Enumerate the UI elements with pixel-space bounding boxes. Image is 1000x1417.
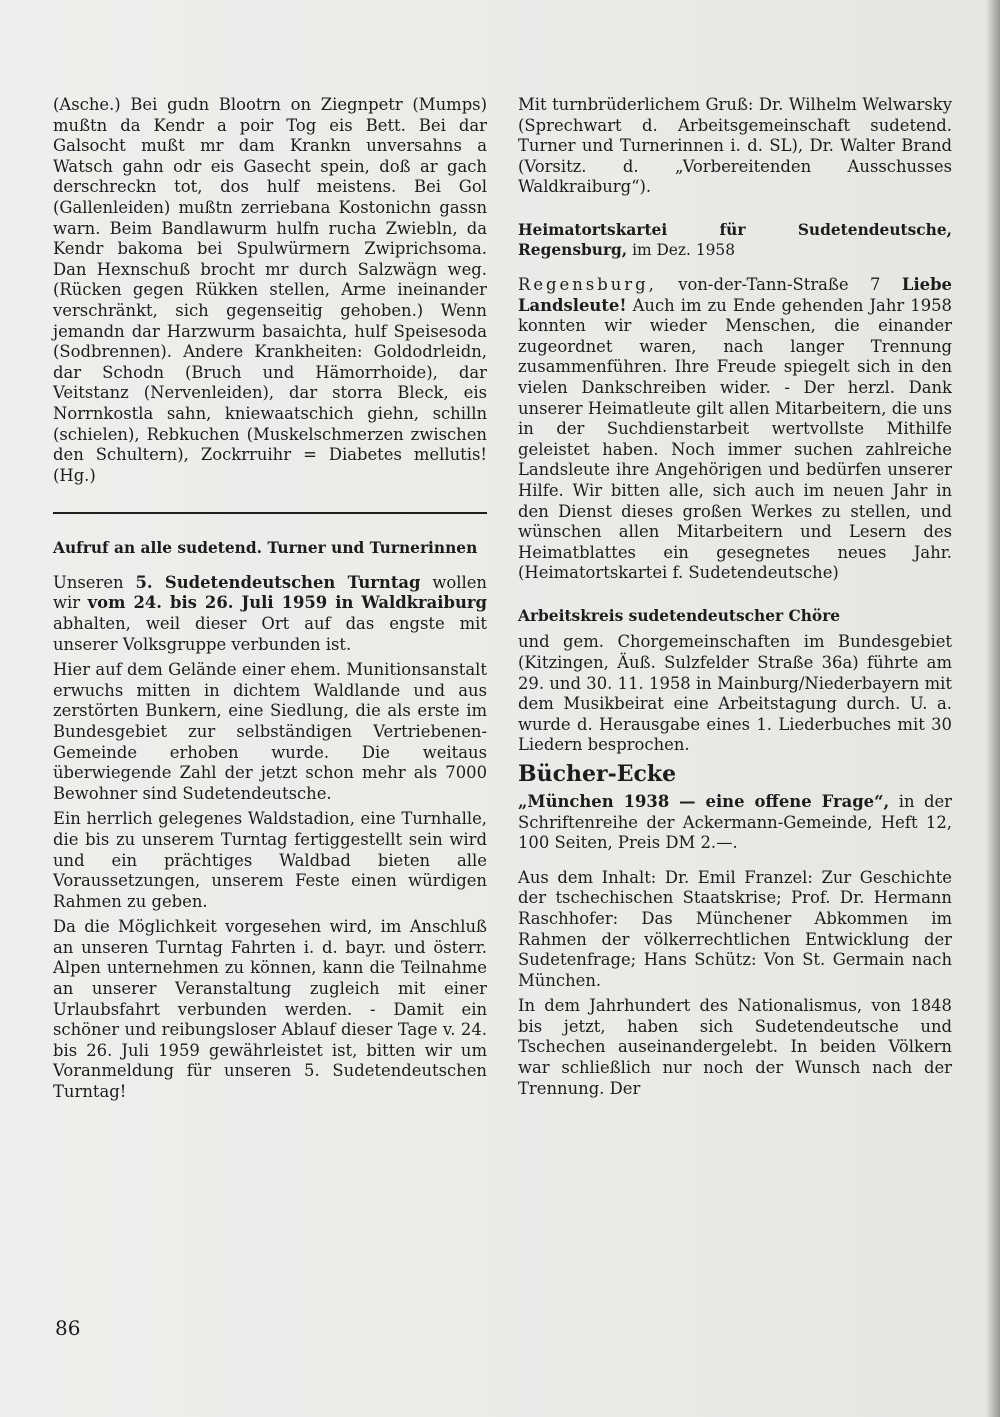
binding-shadow	[986, 0, 1000, 1417]
section-divider	[53, 512, 487, 514]
choere-paragraph: und gem. Chorgemeinschaften im Bundesgebiet (Kitzingen, Äuß. Sulzfelder Straße 36a) führte am 29. und 30. 11. 1958 in Mainburg/Niederbayern mit dem Musikbeirat eine Arbeitstagung durch. U. a. wurde d. Herausgabe eines 1. Liederbuches mit 30 Liedern besprochen.	[518, 632, 952, 755]
right-column	[518, 95, 952, 1104]
buecher-ecke-heading: Bücher-Ecke	[518, 760, 677, 787]
choere-heading: Arbeitskreis sudetendeutscher Chöre	[518, 606, 841, 625]
turner-paragraph-4: Da die Möglichkeit vorgesehen wird, im Anschluß an unseren Turntag Fahrten i. d. bayr. und österr. Alpen unternehmen zu können, kann die Teilnahme an unserer Veranstaltung zugleich mit einer Urlaubsfahrt verbunden werden. - Damit ein schöner und reibungsloser Ablauf dieser Tage v. 24. bis 26. Juli 1959 gewährleistet ist, bitten wir um Voranmeldung für unseren 5. Sudetendeutschen Turntag!	[53, 917, 487, 1102]
turner-paragraph-1: Unseren 5. Sudetendeutschen Turntag wollen wir vom 24. bis 26. Juli 1959 in Waldkraiburg abhalten, weil dieser Ort auf das engste mit unserer Volksgruppe verbunden ist.	[53, 572, 487, 654]
kartei-paragraph: Regensburg, von-der-Tann-Straße 7 Liebe Landsleute! Auch im zu Ende gehenden Jahr 1958 konnten wir wieder Menschen, die einander zugeordnet waren, nach langer Trennung zusammenführen. Ihre Freude spiegelt sich in den vielen Dankschreiben wider. - Der herzl. Dank unserer Heimatleute gilt allen Mitarbeitern, die uns in der Suchdienstarbeit wertvollste Mithilfe geleistet haben. Noch immer suchen zahlreiche Landsleute ihre Angehörigen und bedürfen unserer Hilfe. Wir bitten alle, sich auch im neuen Jahr in den Dienst dieses großen Werkes zu stellen, und wünschen allen Mitarbeitern und Lesern des Heimatblattes ein gesegnetes neues Jahr. (Heimatortskartei f. Sudetendeutsche)	[518, 274, 952, 583]
book-paragraph-2: In dem Jahrhundert des Nationalismus, von 1848 bis jetzt, haben sich Sudetendeutsche und Tschechen auseinandergelebt. In beiden Völkern war schließlich nur noch der Wunsch nach der Trennung. Der	[518, 996, 952, 1098]
kartei-heading: Heimatortskartei für Sudetendeutsche, Regensburg, im Dez. 1958	[518, 220, 952, 260]
turner-paragraph-3: Ein herrlich gelegenes Waldstadion, eine Turnhalle, die bis zu unserem Turntag fertiggestellt sein wird und ein prächtiges Waldbad bieten alle Voraussetzungen, unserem Feste einen würdigen Rahmen zu geben.	[53, 809, 487, 911]
asche-paragraph: (Asche.) Bei gudn Blootrn on Ziegnpetr (Mumps) mußtn da Kendr a poir Tog eis Bett. Bei dar Galsocht mußt mr dam Krankn unversahns a Watsch gahn odr eis Gasecht spein, doß ar gach derschreckn tot, dos hulf meistens. Bei Gol (Gallenleiden) mußtn zerriebana Kostonichn gassn warn. Beim Bandlawurm hulfn rucha Zwiebln, da Kendr bakoma bei Spulwürmern Zwiprichsoma. Dan Hexnschuß brocht mr durch Salzwägn weg. (Rücken gegen Rükken stellen, Arme ineinander verschränkt, sich gegenseitig gehoben.) Wenn jemandn dar Harzwurm basaichta, hulf Speisesoda (Sodbrennen). Andere Krankheiten: Goldodrleidn, dar Schodn (Bruch und Hämorrhoide), dar Veitstanz (Nervenleiden), dar storra Bleck, eis Norrnkostla sahn, kniewaatschich giehn, schilln (schielen), Rebkuchen (Muskelschmerzen zwischen den Schultern), Zockrruihr = Diabetes mellutis! (Hg.)	[53, 95, 487, 485]
book-entry: „München 1938 — eine offene Frage“, in der Schriftenreihe der Ackermann-Gemeinde, Heft 12, 100 Seiten, Preis DM 2.—.	[518, 791, 953, 853]
page-number: 86	[55, 1316, 81, 1340]
left-column	[53, 95, 487, 1108]
book-contents: Aus dem Inhalt: Dr. Emil Franzel: Zur Geschichte der tschechischen Staatskrise; Prof. Dr. Hermann Raschhofer: Das Münchener Abkommen im Rahmen der völkerrechtlichen Entwicklung der Sudetenfrage; Hans Schütz: Von St. Germain nach München.	[518, 867, 952, 990]
gruss-paragraph: Mit turnbrüderlichem Gruß: Dr. Wilhelm Welwarsky (Sprechwart d. Arbeitsgemeinschaft sudetend. Turner und Turnerinnen i. d. SL), Dr. Walter Brand (Vorsitz. d. „Vorbereitenden Ausschusses Waldkraiburg“).	[518, 95, 952, 197]
turner-paragraph-2: Hier auf dem Gelände einer ehem. Munitionsanstalt erwuchs mitten in dichtem Waldlande und aus zerstörten Bunkern, eine Siedlung, die als erste im Bundesgebiet zur selbständigen Vertriebenen-Gemeinde erhoben wurde. Die weitaus überwiegende Zahl der jetzt schon mehr als 7000 Bewohner sind Sudetendeutsche.	[53, 660, 487, 803]
turner-heading: Aufruf an alle sudetend. Turner und Turnerinnen	[53, 539, 478, 558]
